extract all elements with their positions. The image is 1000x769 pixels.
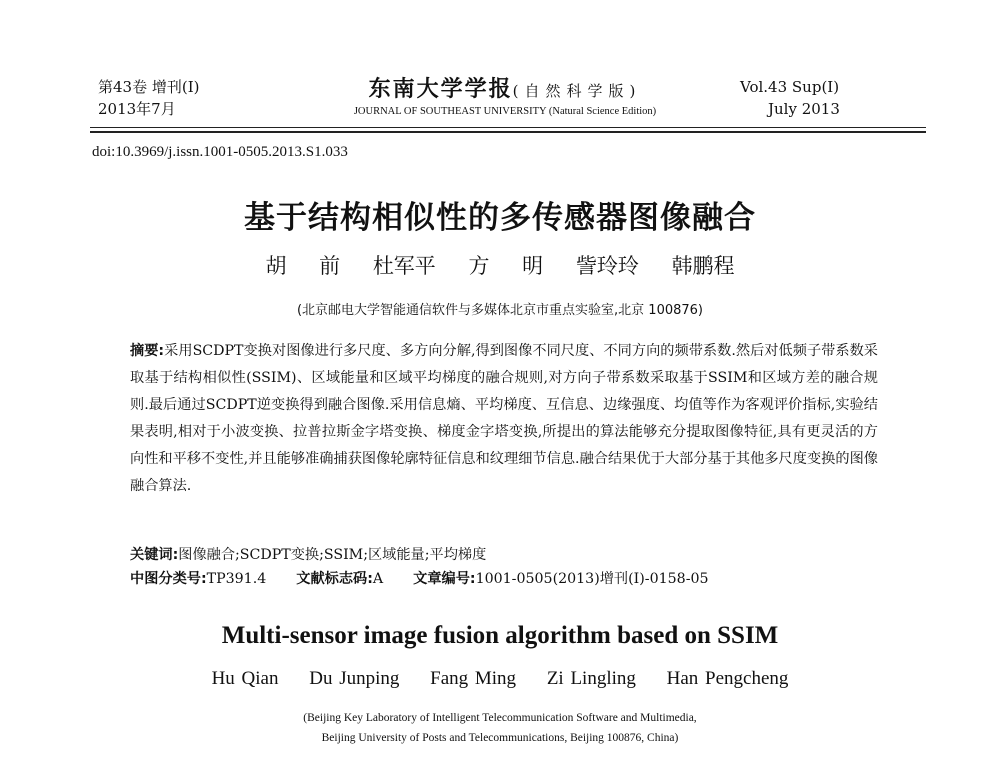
date-cn: 2013年7月 [98,100,176,118]
doi: doi:10.3969/j.issn.1001-0505.2013.S1.033 [92,144,348,160]
journal-masthead [290,72,720,117]
volume-issue-en: Vol.43 Sup(I) [740,78,840,96]
abstract-cn [130,338,878,500]
author-cn: 杜军平 [372,254,436,278]
abstract-label: 摘要: [130,343,165,359]
author-en: Du Junping [309,668,400,689]
doc-code-label: 文献标志码: [296,571,373,587]
journal-name-en: JOURNAL OF SOUTHEAST UNIVERSITY (Natural Science Edition) [353,106,657,117]
affiliation-en-line1: (Beijing Key Laboratory of Intelligent Telecommunication Software and Multimedia, [303,712,697,724]
affiliation-en [0,708,1000,748]
author-list-cn [0,250,1000,280]
date-en: July 2013 [768,100,840,118]
clc-value: TP391.4 [206,571,267,587]
header-left [98,76,200,120]
author-list-en [0,668,1000,690]
paper-title-en: Multi-sensor image fusion algorithm based on SSIM [221,622,779,649]
classification-row [130,568,890,590]
article-number-value: 1001-0505(2013)增刊(I)-0158-05 [475,571,709,587]
paper-title-cn: 基于结构相似性的多传感器图像融合 [244,200,756,236]
keywords-text: 图像融合;SCDPT变换;SSIM;区域能量;平均梯度 [178,547,487,563]
author-en: Hu Qian [211,668,279,689]
author-en: Fang Ming [430,668,517,689]
article-number-label: 文章编号: [413,571,476,587]
affiliation-en-line2: Beijing University of Posts and Telecommunications, Beijing 100876, China) [321,732,679,744]
abstract-text: 采用SCDPT变换对图像进行多尺度、多方向分解,得到图像不同尺度、不同方向的频带系数.然后对低频子带系数采取基于结构相似性(SSIM)、区域能量和区域平均梯度的融合规则,对方向子带系数采取基于SSIM和区域方差的融合规则.最后通过SCDPT逆变换得到融合图像.采用信息熵、平均梯度、互信息、边缘强度、均值等作为客观评价指标,实验结果表明,相对于小波变换、拉普拉斯金字塔变换、梯度金字塔变换,所提出的算法能够充分提取图像特征,具有更灵活的方向性和平移不变性,并且能够准确捕获图像轮廓特征信息和纹理细节信息.融合结果优于大部分基于其他多尺度变换的图像融合算法. [130,343,878,494]
journal-edition-cn: (自然科学版) [512,82,642,100]
doc-code-value: A [372,571,384,587]
author-cn: 方 明 [468,254,544,278]
affiliation-cn: (北京邮电大学智能通信软件与多媒体北京市重点实验室,北京 100876) [296,303,704,318]
header-rule-thick [90,131,926,133]
header-rule-thin [90,127,926,128]
clc-label: 中图分类号: [130,571,207,587]
author-en: Han Pengcheng [666,668,789,689]
author-cn: 韩鹏程 [671,254,735,278]
keywords-cn [130,544,878,566]
author-cn: 胡 前 [265,254,341,278]
volume-issue-cn: 第43卷 增刊(I) [98,78,200,96]
author-cn: 訾玲玲 [575,254,639,278]
header-right [740,76,840,120]
author-en: Zi Lingling [546,668,636,689]
keywords-label: 关键词: [130,547,179,563]
journal-name-cn: 东南大学学报(自然科学版) [368,77,642,102]
